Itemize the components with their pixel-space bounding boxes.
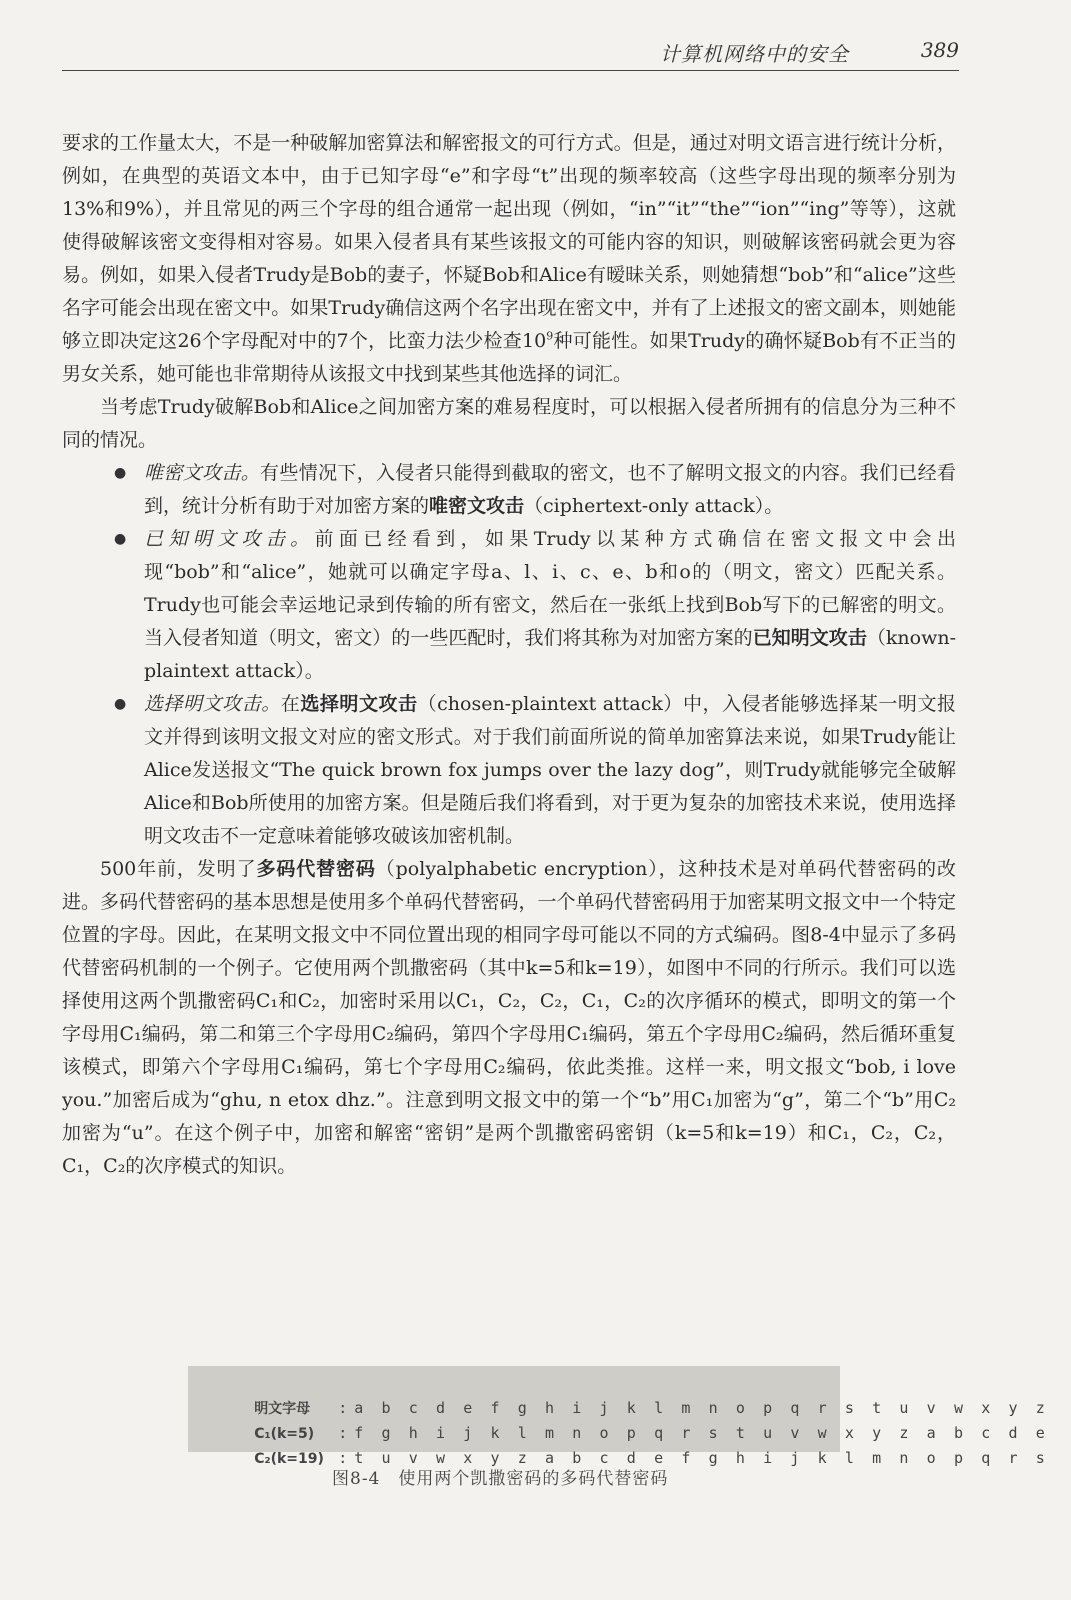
list-item-lead: 选择明文攻击。	[144, 693, 281, 715]
row-separator: :	[338, 1424, 348, 1442]
row-label: 明文字母	[254, 1401, 311, 1417]
paragraph-2: 当考虑Trudy破解Bob和Alice之间加密方案的难易程度时，可以根据入侵者所拥有的信息分为三种不同的情况。	[62, 396, 956, 451]
row-letters: t u v w x y z a b c d e f g h i j k l m n o p q r s	[354, 1449, 1050, 1467]
exponent-base: 10	[522, 330, 547, 352]
bullet-icon: ●	[114, 696, 127, 712]
attack-types-list	[62, 457, 956, 853]
running-header	[62, 34, 959, 71]
list-item-text-end: （ciphertext-only attack）。	[524, 495, 784, 517]
list-item-text-end: （chosen-plaintext attack）中，入侵者能够选择某一明文报文并得到该明文报文对应的密文形式。对于我们前面所说的简单加密算法来说，如果Trudy能让Alice发送报文“The quick brown fox jumps over the lazy dog”，则Trudy就能够完全破解Alice和Bob所使用的加密方案。但是随后我们将看到，对于更为复杂的加密技术来说，使用选择明文攻击不一定意味着能够攻破该加密机制。	[144, 693, 956, 847]
bullet-icon: ●	[114, 531, 127, 547]
figure-row-c1	[200, 1397, 1050, 1442]
figure-caption: 图8-4 使用两个凯撒密码的多码代替密码	[332, 1469, 669, 1489]
paragraph-3	[62, 853, 956, 1183]
list-item-lead: 已知明文攻击。	[144, 528, 315, 550]
list-item-term: 选择明文攻击	[300, 693, 418, 715]
row-separator: :	[338, 1399, 348, 1417]
figure-row-plaintext	[200, 1372, 1050, 1417]
list-item-known-plaintext	[114, 523, 956, 688]
list-item-ciphertext-only	[114, 457, 956, 523]
list-item-text: 在	[280, 693, 301, 715]
page-number: 389	[920, 38, 959, 62]
paragraph-1-text: 要求的工作量太大，不是一种破解加密算法和解密报文的可行方式。但是，通过对明文语言进行统计分析，例如，在典型的英语文本中，由于已知字母“e”和字母“t”出现的频率较高（这些字母出现的频率分别为13%和9%），并且常见的两三个字母的组合通常一起出现（例如，“in”“it”“the”“ion”“ing”等等），这就使得破解该密文变得相对容易。如果入侵者具有某些该报文的可能内容的知识，则破解该密码就会更为容易。例如，如果入侵者Trudy是Bob的妻子，怀疑Bob和Alice有暧昧关系，则她猜想“bob”和“alice”这些名字可能会出现在密文中。如果Trudy确信这两个名字出现在密文中，并有了上述报文的密文副本，则她能够立即决定这26个字母配对中的7个，比蛮力法少检查	[62, 132, 956, 352]
row-letters: f g h i j k l m n o p q r s t u v w x y z a b c d e	[354, 1424, 1050, 1442]
row-separator: :	[338, 1449, 348, 1467]
paragraph-1	[62, 127, 956, 391]
cipher-figure	[188, 1366, 1050, 1467]
list-item-lead: 唯密文攻击。	[144, 462, 261, 484]
chapter-title: 计算机网络中的安全	[660, 42, 849, 66]
figure-row-c2	[200, 1422, 1050, 1467]
paragraph-3-term: 多码代替密码	[256, 858, 376, 880]
row-letters: a b c d e f g h i j k l m n o p q r s t u v w x y z	[354, 1399, 1050, 1417]
row-label: C₂(k=19)	[254, 1451, 324, 1467]
list-item-chosen-plaintext	[114, 688, 956, 853]
list-item-term: 已知明文攻击	[752, 627, 867, 649]
bullet-icon: ●	[114, 465, 127, 481]
list-item-text-end: （known-plaintext attack）。	[144, 627, 956, 682]
list-item-term: 唯密文攻击	[429, 495, 525, 517]
exponent: 9	[546, 329, 554, 343]
paragraph-3-text-end: （polyalphabetic encryption），这种技术是对单码代替密码的改进。多码代替密码的基本思想是使用多个单码代替密码，一个单码代替密码用于加密某明文报文中一个特定位置的字母。因此，在某明文报文中不同位置出现的相同字母可能以不同的方式编码。图8-4中显示了多码代替密码机制的一个例子。它使用两个凯撒密码（其中k=5和k=19），如图中不同的行所示。我们可以选择使用这两个凯撒密码C₁和C₂，加密时采用以C₁，C₂，C₂，C₁，C₂的次序循环的模式，即明文的第一个字母用C₁编码，第二和第三个字母用C₂编码，第四个字母用C₁编码，第五个字母用C₂编码，然后循环重复该模式，即第六个字母用C₁编码，第七个字母用C₂编码，依此类推。这样一来，明文报文“bob, i love you.”加密后成为“ghu, n etox dhz.”。注意到明文报文中的第一个“b”用C₁加密为“g”，第二个“b”用C₂加密为“u”。在这个例子中，加密和解密“密钥”是两个凯撒密码密钥（k=5和k=19）和C₁，C₂，C₂，C₁，C₂的次序模式的知识。	[62, 858, 956, 1177]
list-item-text: 前面已经看到，如果Trudy以某种方式确信在密文报文中会出现“bob”和“alice”，她就可以确定字母a、l、i、c、e、b和o的（明文，密文）匹配关系。Trudy也可能会幸运地记录到传输的所有密文，然后在一张纸上找到Bob写下的已解密的明文。当入侵者知道（明文，密文）的一些匹配时，我们将其称为对加密方案的	[144, 528, 956, 649]
paragraph-3-text: 500年前，发明了	[100, 858, 257, 880]
paragraph-1-tail: 种可能性。如果Trudy的确怀疑Bob有不正当的男女关系，她可能也非常期待从该报文中找到某些其他选择的词汇。	[62, 330, 956, 385]
list-item-text: 有些情况下，入侵者只能得到截取的密文，也不了解明文报文的内容。我们已经看到，统计分析有助于对加密方案的	[144, 462, 956, 517]
row-label: C₁(k=5)	[254, 1426, 315, 1442]
body-text	[62, 127, 956, 1183]
